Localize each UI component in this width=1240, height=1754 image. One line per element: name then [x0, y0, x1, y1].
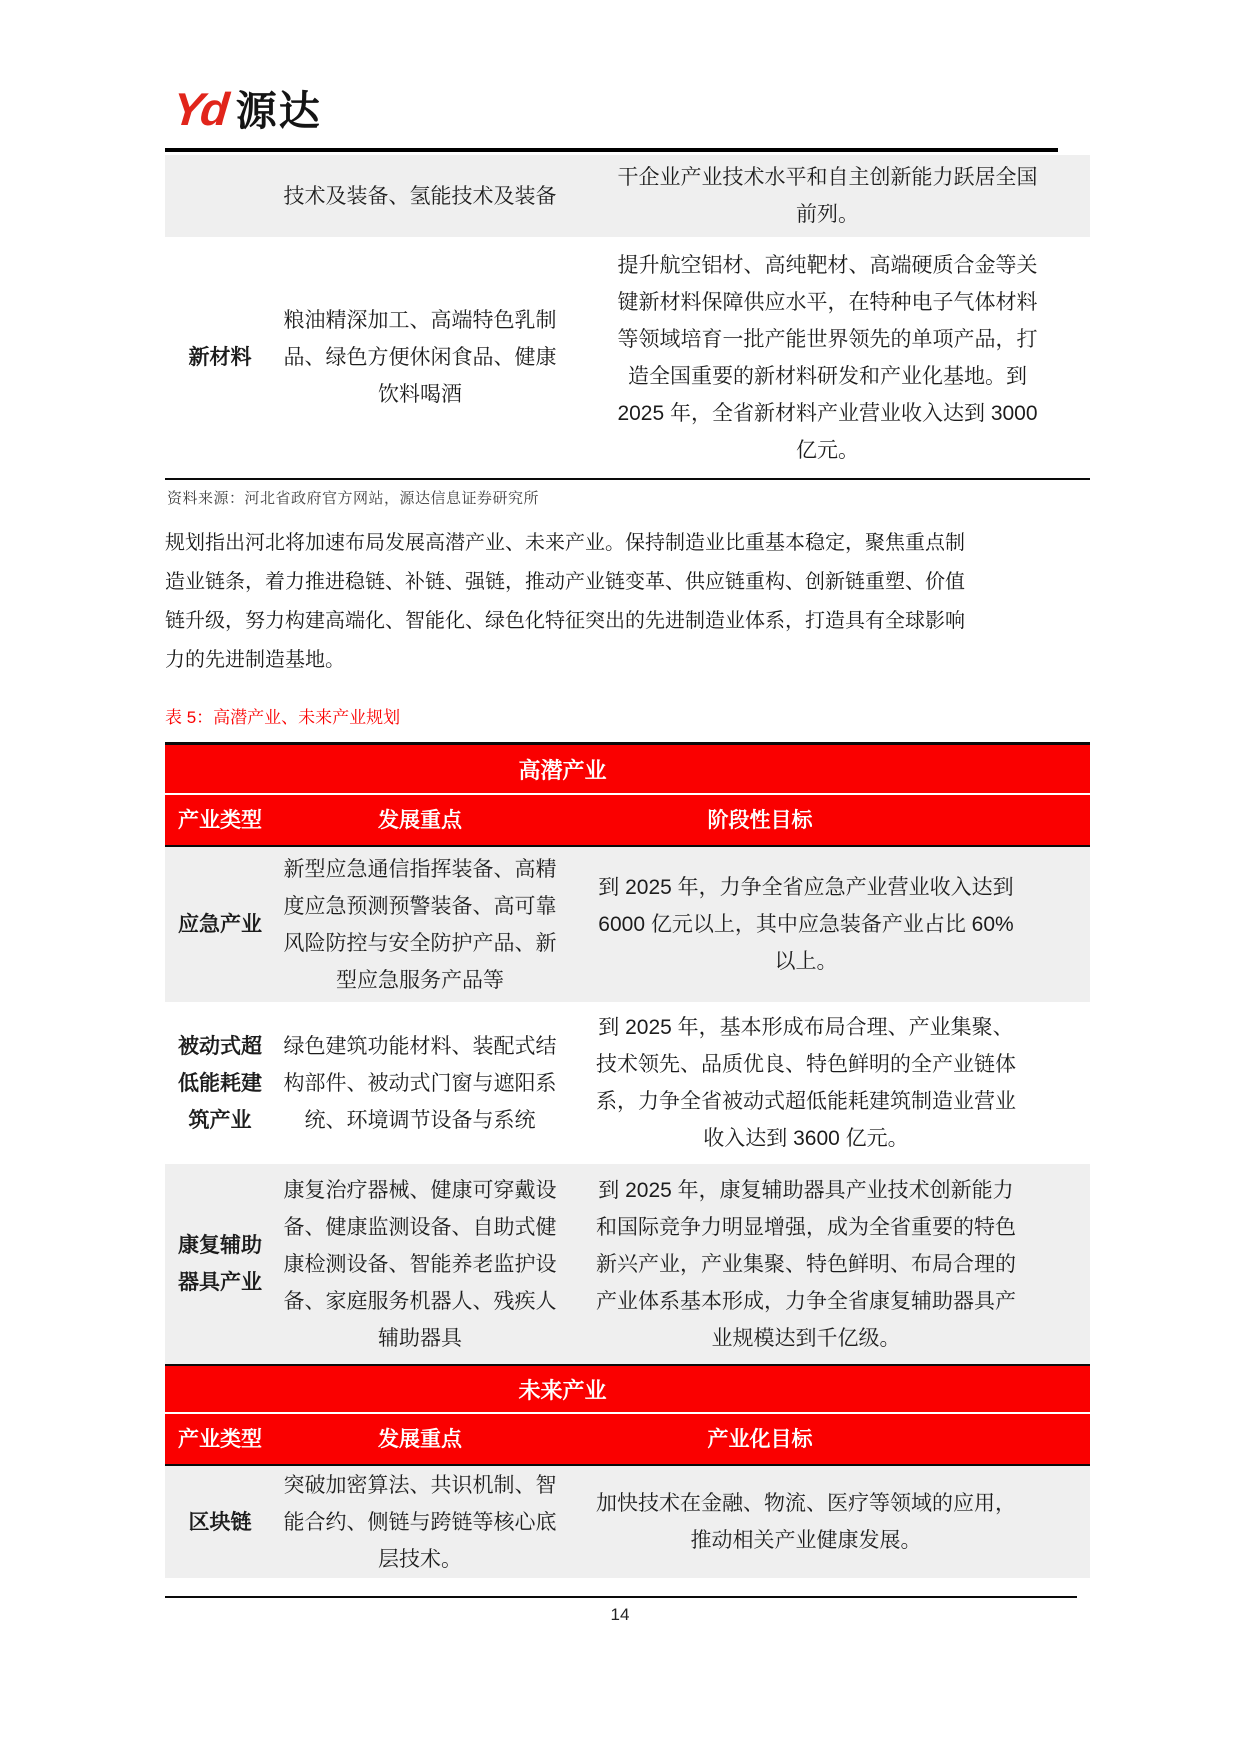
development-focus-cell: 突破加密算法、共识机制、智能合约、侧链与跨链等核心底层技术。: [283, 1473, 557, 1571]
body-paragraph: 规划指出河北将加速布局发展高潜产业、未来产业。保持制造业比重基本稳定，聚焦重点制造业链条，着力推进稳链、补链、强链，推动产业链变革、供应链重构、创新链重塑、价值链升级，努力构建高端化、智能化、绿色化特征突出的先进制造业体系，打造具有全球影响力的先进制造基地。: [165, 532, 965, 671]
table-row-emergency-industry: [165, 847, 1090, 1002]
header-rule: [165, 148, 1058, 152]
page-number: 14: [610, 1605, 630, 1624]
stage-goal-cell: 提升航空铝材、高纯靶材、高端硬质合金等关键新材料保障供应水平，在特种电子气体材料等领域培育一批产能世界领先的单项产品，打造全国重要的新材料研发和产业化基地。到 2025 年，全省新材料产业营业收入达到 3000 亿元。: [617, 253, 1038, 462]
column-header-row: [165, 795, 1090, 847]
table-row-passive-building-industry: [165, 1002, 1090, 1164]
industry-type-cell: 被动式超低能耗建筑产业: [178, 1034, 262, 1132]
footer-rule: [165, 1596, 1077, 1598]
header-development-focus: 发展重点: [378, 808, 462, 832]
high-potential-band: 高潜产业: [165, 745, 1090, 795]
brand-logo: [170, 83, 322, 135]
header-industry-type: 产业类型: [178, 1427, 262, 1451]
logo-text: 源达: [235, 88, 322, 134]
development-focus-cell: 绿色建筑功能材料、装配式结构部件、被动式门窗与遮阳系统、环境调节设备与系统: [283, 1034, 557, 1132]
industrialization-goal-cell: 加快技术在金融、物流、医疗等领域的应用，推动相关产业健康发展。: [596, 1492, 1016, 1552]
stage-goal-cell: 到 2025 年，力争全省应急产业营业收入达到 6000 亿元以上，其中应急装备产业占比 60%以上。: [598, 876, 1014, 973]
future-industry-band: 未来产业: [165, 1364, 1090, 1414]
industry-type-cell: 新材料: [188, 346, 252, 369]
development-focus-cell: 新型应急通信指挥装备、高精度应急预测预警装备、高可靠风险防控与安全防护产品、新型应急服务产品等: [283, 857, 557, 992]
stage-goal-cell: 到 2025 年，基本形成布局合理、产业集聚、技术领先、品质优良、特色鲜明的全产业链体系，力争全省被动式超低能耗建筑制造业营业收入达到 3600 亿元。: [596, 1016, 1016, 1150]
stage-goal-cell: 到 2025 年，康复辅助器具产业技术创新能力和国际竞争力明显增强，成为全省重要的特色新兴产业，产业集聚、特色鲜明、布局合理的产业体系基本形成，力争全省康复辅助器具产业规模达到千亿级。: [596, 1178, 1016, 1350]
industry-table-continued: [165, 155, 1090, 480]
development-focus-cell: 康复治疗器械、健康可穿戴设备、健康监测设备、自助式健康检测设备、智能养老监护设备、家庭服务机器人、残疾人辅助器具: [283, 1178, 557, 1350]
header-industry-type: 产业类型: [178, 808, 262, 832]
table-row: [165, 237, 1090, 478]
logo-yd-mark: Yd: [170, 83, 229, 135]
header-stage-goal: 阶段性目标: [707, 808, 813, 832]
development-focus-cell: 技术及装备、氢能技术及装备: [283, 184, 557, 208]
table5-title: 表 5：高潜产业、未来产业规划: [165, 708, 401, 727]
stage-goal-cell: 干企业产业技术水平和自主创新能力跃居全国前列。: [617, 166, 1038, 226]
industry-type-cell: [165, 155, 275, 237]
table5: [165, 742, 1090, 1578]
table-row: [165, 155, 1090, 237]
development-focus-cell: 粮油精深加工、高端特色乳制品、绿色方便休闲食品、健康饮料喝酒: [283, 309, 557, 406]
source-note: 资料来源：河北省政府官方网站，源达信息证券研究所: [167, 490, 540, 507]
header-industrialization-goal: 产业化目标: [707, 1427, 813, 1451]
industry-type-cell: 区块链: [188, 1510, 252, 1534]
table-row-blockchain: [165, 1466, 1090, 1578]
table-row-rehab-devices-industry: [165, 1164, 1090, 1364]
column-header-row: [165, 1414, 1090, 1466]
industry-type-cell: 应急产业: [178, 913, 262, 936]
industry-type-cell: 康复辅助器具产业: [178, 1234, 262, 1294]
header-development-focus: 发展重点: [378, 1427, 462, 1451]
